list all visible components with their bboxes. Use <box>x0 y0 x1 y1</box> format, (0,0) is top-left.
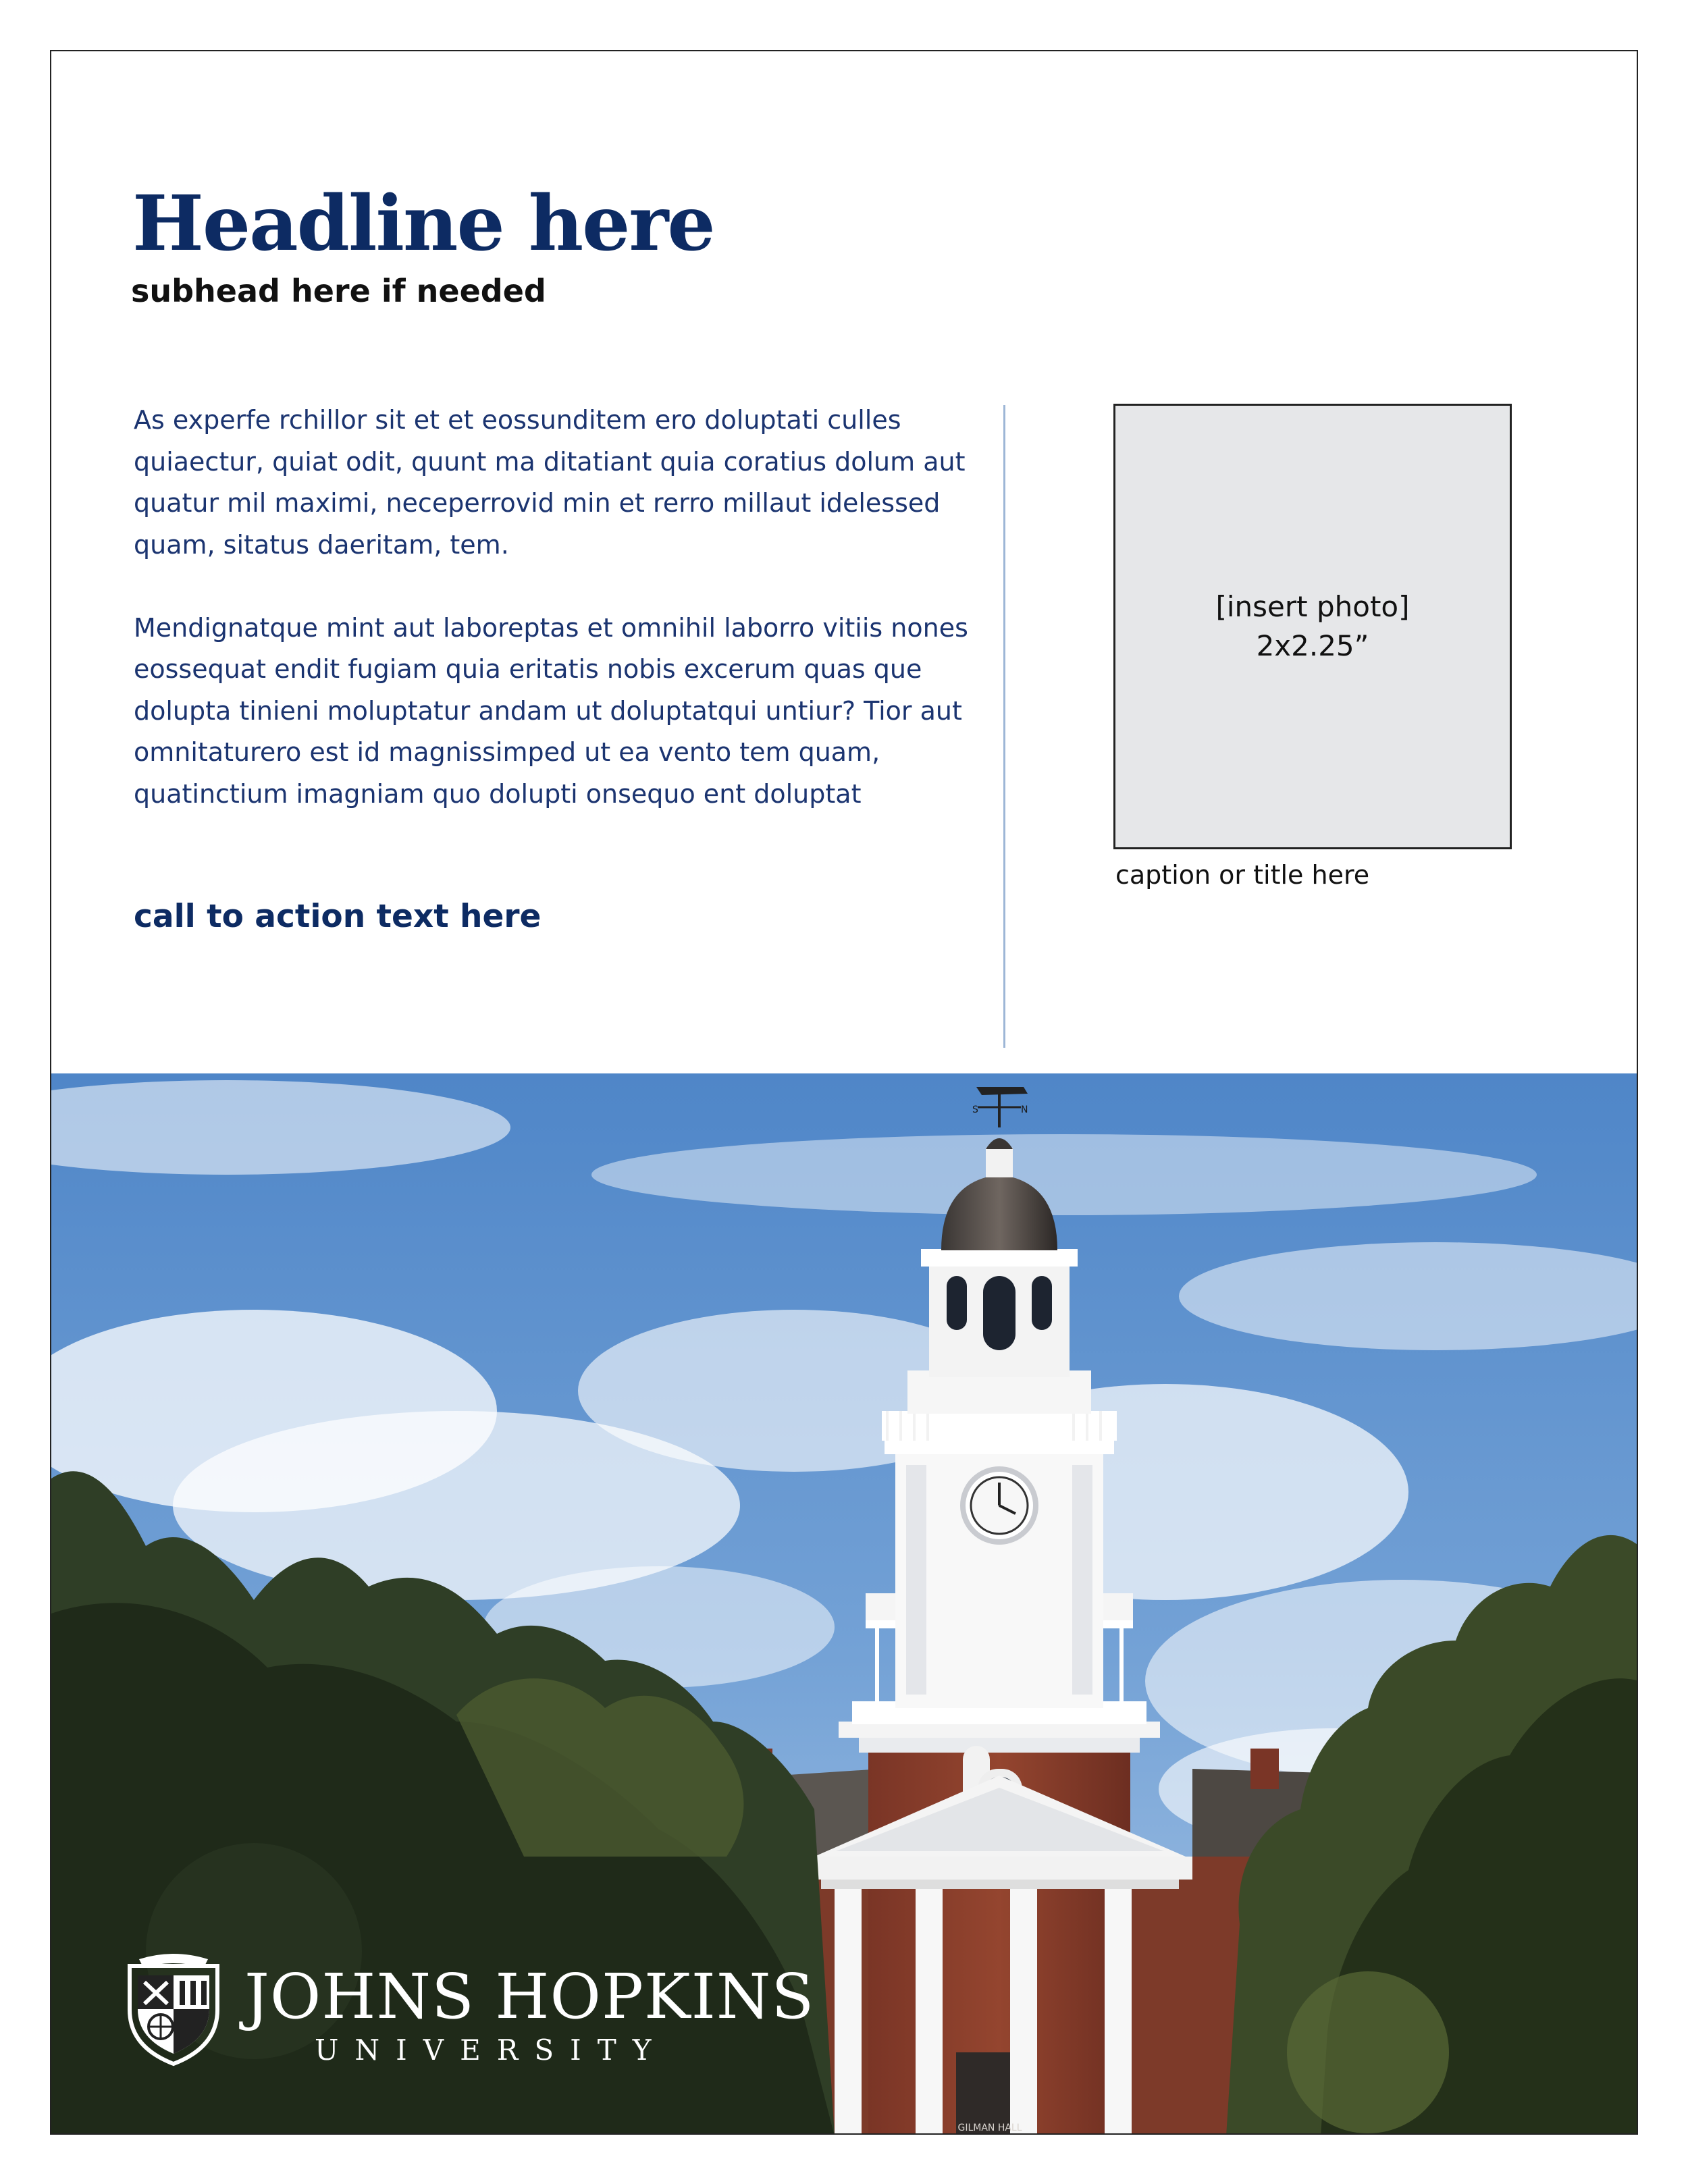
body-copy <box>134 400 1005 857</box>
university-logo <box>123 1952 815 2087</box>
crest-icon <box>123 1952 224 2067</box>
body-paragraph-1: As experfe rchillor sit et et eossunditem ero doluptati culles quiaectur, quiat odit, quunt ma ditatiant quia coratius dolum aut quatur mil maximi, neceperrovid min et rerro millaut idelessed quam, sitatus daeritam, tem. <box>134 405 966 560</box>
column-divider <box>1003 405 1005 1048</box>
photo-placeholder-label: [insert photo] <box>1215 590 1410 623</box>
weathervane-letter-n: N <box>1021 1104 1028 1115</box>
hero-photo <box>51 1073 1638 2135</box>
logo-subtitle: UNIVERSITY <box>315 2033 668 2067</box>
headline: Headline here <box>132 180 714 268</box>
body-paragraph-2: Mendignatque mint aut laboreptas et omnihil laborro vitiis nones eossequat endit fugiam quia eritatis nobis excerum quas que dolupta tinieni moluptatur andam ut doluptatqui untiur? Tior aut omnitaturero est id magnissimped ut ea vento tem quam, quatinctium imagniam quo dolupti onsequo ent doluptat <box>134 612 968 809</box>
flyer-page <box>50 50 1638 2135</box>
subhead: subhead here if needed <box>131 273 546 309</box>
logo-wordmark: JOHNS HOPKINS <box>244 1961 815 2033</box>
call-to-action[interactable]: call to action text here <box>134 898 542 935</box>
building-sign: GILMAN HALL <box>957 2123 1022 2133</box>
photo-placeholder <box>1113 404 1512 849</box>
photo-placeholder-size: 2x2.25” <box>1256 629 1369 662</box>
weathervane-letter-s: S <box>972 1104 978 1115</box>
photo-caption: caption or title here <box>1115 860 1370 890</box>
